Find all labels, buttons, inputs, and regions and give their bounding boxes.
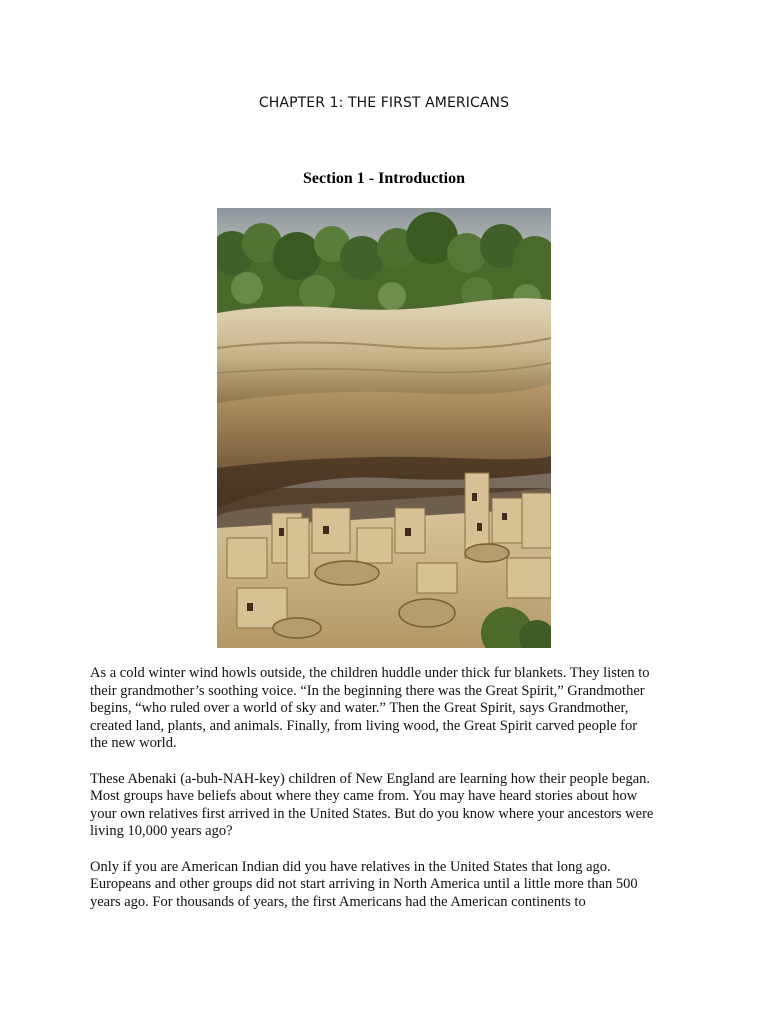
cliff-dwelling-photo: [217, 208, 551, 648]
text-line: Most groups have beliefs about where they came from. You may have heard stories about how: [90, 788, 638, 805]
paragraph-3: [90, 859, 690, 912]
text-line: years ago. For thousands of years, the first Americans had the American continents to: [90, 893, 586, 910]
text-line: These Abenaki (a-buh-NAH-key) children of New England are learning how their people began.: [90, 770, 651, 787]
chapter-title: CHAPTER 1: THE FIRST AMERICANS: [258, 95, 510, 111]
text-line: their grandmother’s soothing voice. “In the beginning there was the Great Spirit,” Grandmother: [90, 682, 645, 699]
text-line: your own relatives first arrived in the United States. But do you know where your ancestors were: [90, 805, 654, 822]
paragraph-2: [90, 771, 690, 841]
text-line: begins, “who ruled over a world of sky and water.” Then the Great Spirit, says Grandmother,: [90, 700, 629, 717]
text-line: As a cold winter wind howls outside, the children huddle under thick fur blankets. They listen to: [90, 665, 650, 681]
text-line: Europeans and other groups did not start arriving in North America until a little more than 500: [90, 876, 638, 893]
text-line: the new world.: [90, 735, 177, 752]
text-line: Only if you are American Indian did you have relatives in the United States that long ago.: [90, 858, 611, 875]
text-line: created land, plants, and animals. Finally, from living wood, the Great Spirit carved people for: [90, 717, 638, 734]
paragraph-1: [90, 665, 690, 753]
cliff-top: [217, 298, 551, 408]
cliff-dwelling-image: [217, 208, 551, 648]
section-title: Section 1 - Introduction: [303, 170, 465, 187]
text-line: living 10,000 years ago?: [90, 823, 233, 840]
body-text: [90, 665, 690, 929]
